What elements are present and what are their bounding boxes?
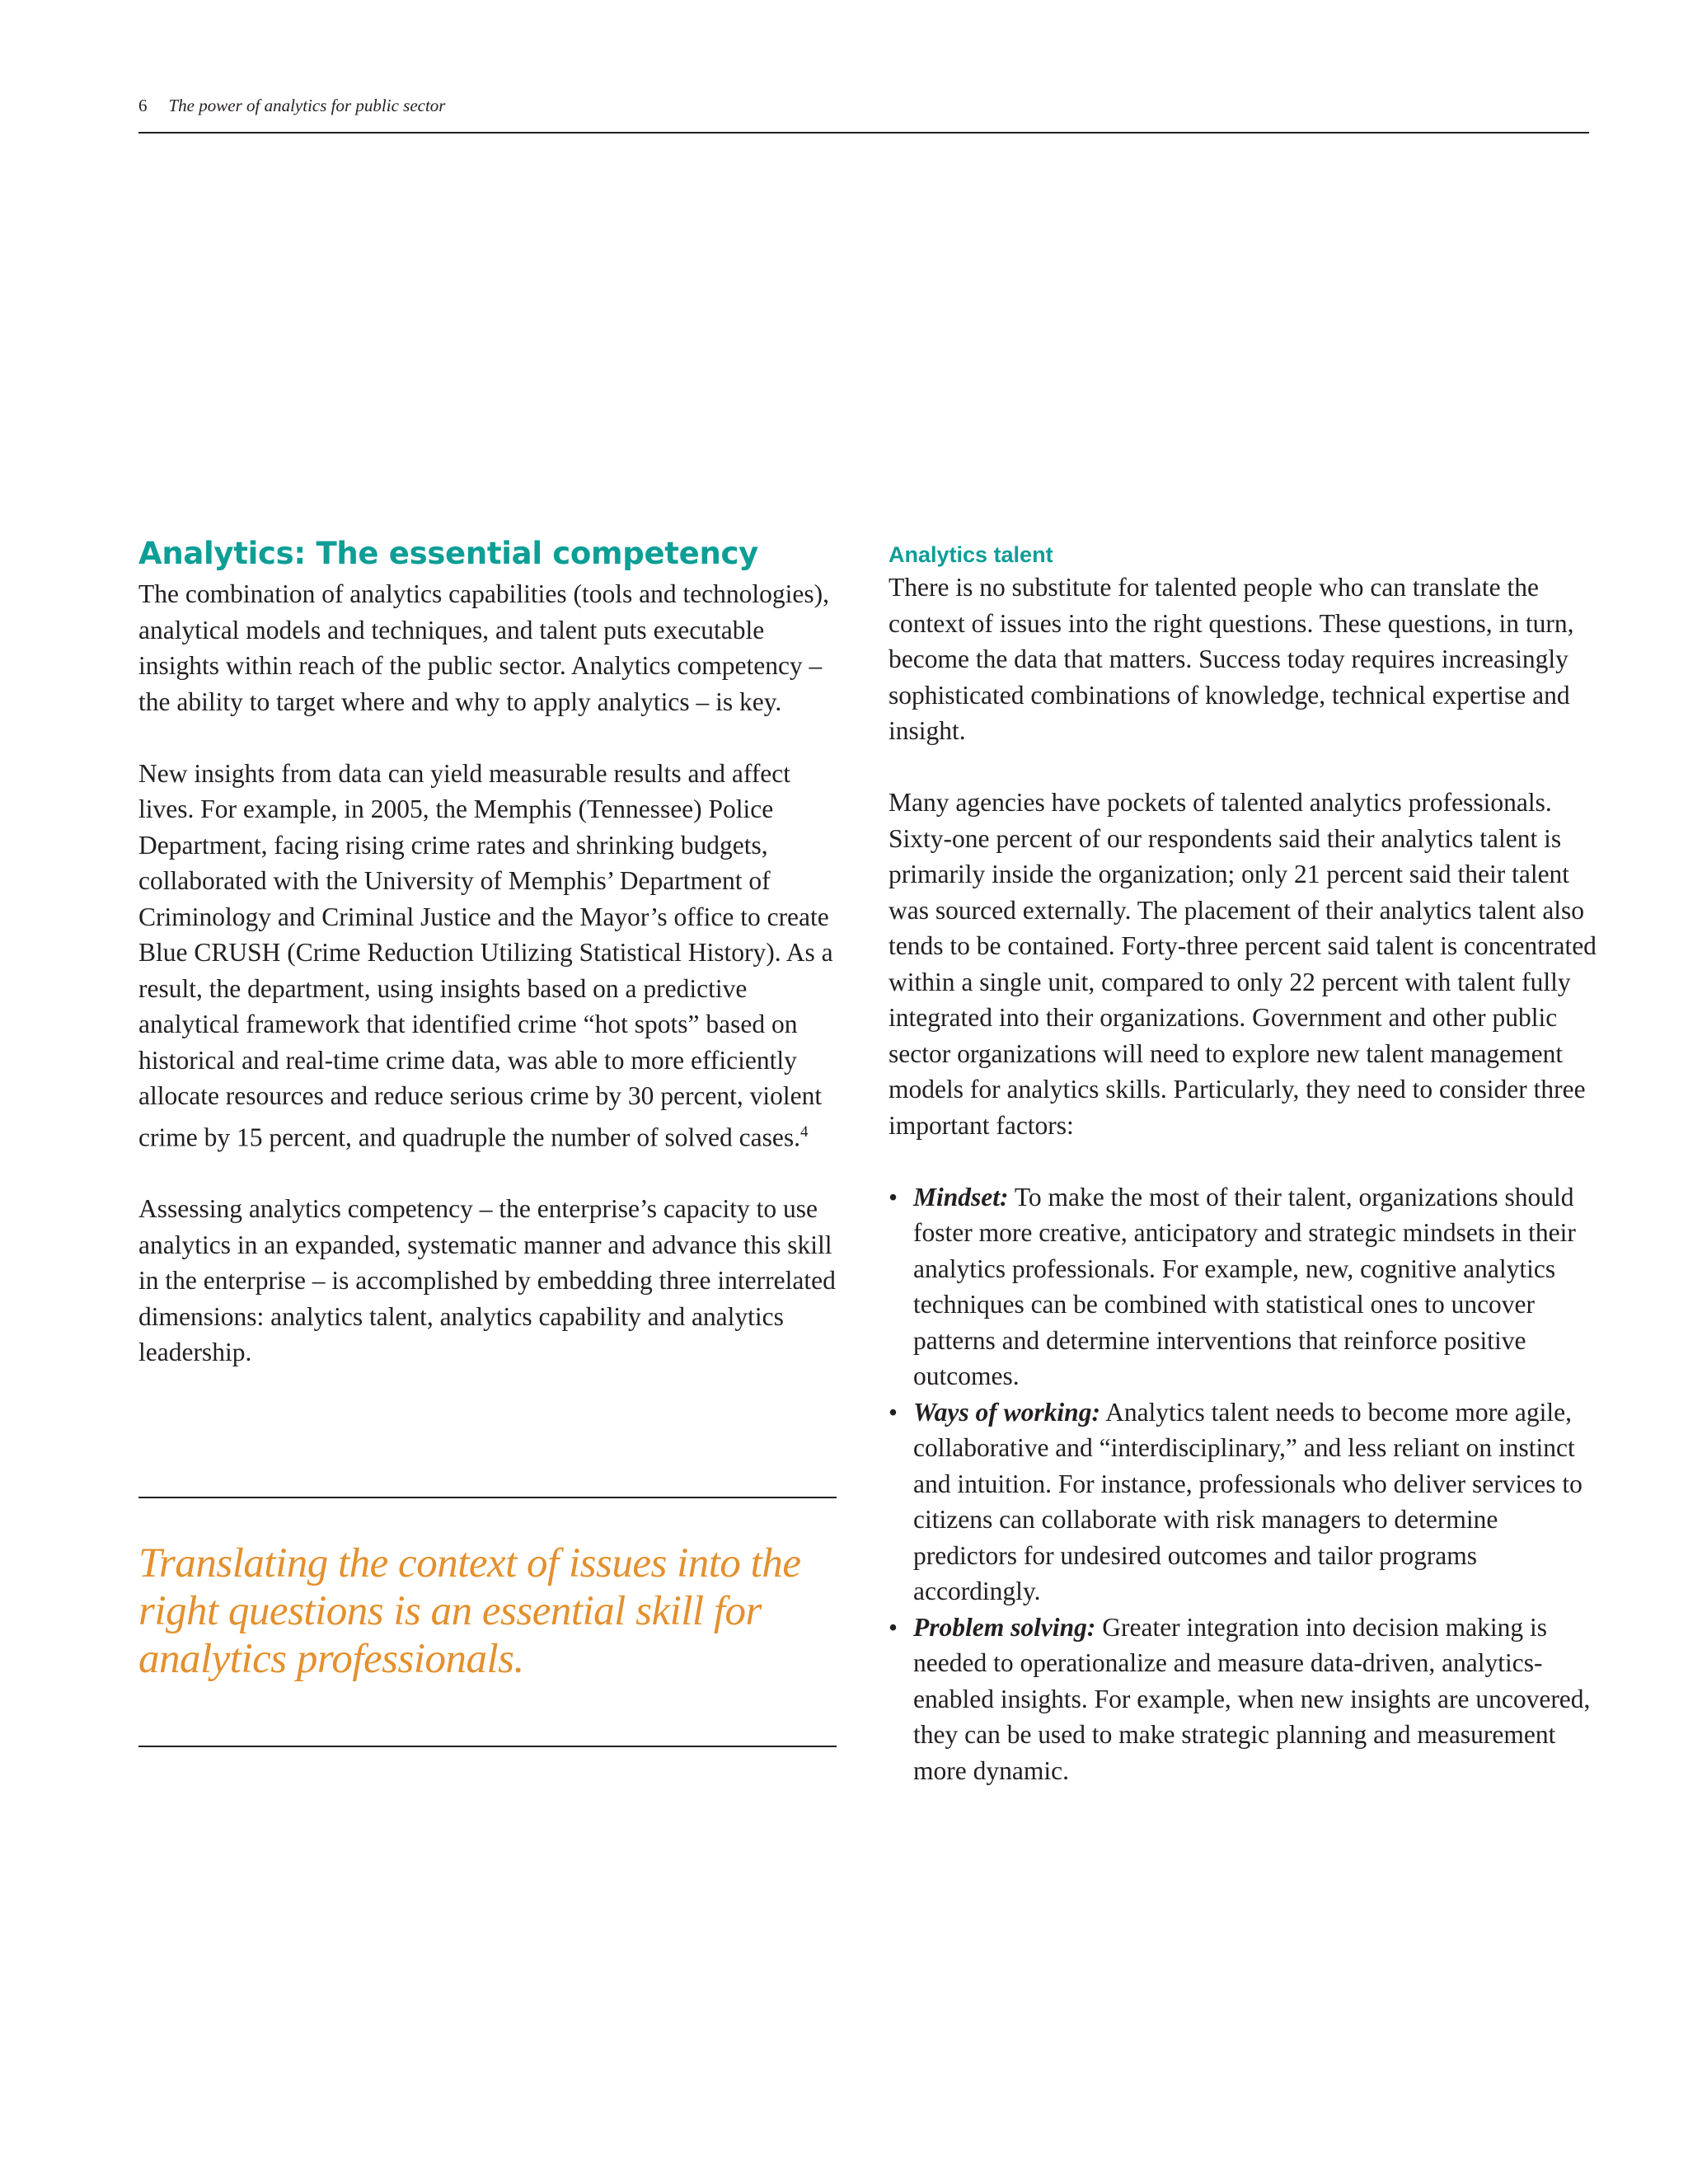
running-header <box>138 96 1589 134</box>
list-item <box>889 1179 1597 1394</box>
bullet-icon: • <box>889 1397 898 1427</box>
subsection-heading: Analytics talent <box>889 542 1053 567</box>
list-item <box>889 1394 1597 1610</box>
intro-paragraph: The combination of analytics capabilities (tools and technologies), analytical models and techniques, and talent puts executable insights within reach of the public sector. Analytics competency – the ability to target where and why to apply analytics – is key. <box>138 579 830 716</box>
bullet-icon: • <box>889 1612 898 1642</box>
factor-term: Problem solving: <box>913 1612 1096 1642</box>
factor-term: Ways of working: <box>913 1397 1100 1427</box>
left-column <box>138 536 839 1406</box>
list-item <box>889 1610 1597 1789</box>
talent-paragraph: There is no substitute for talented people who can translate the context of issues into the right questions. These questions, in turn, become the data that matters. Success today requires increasingly sophisticated combinations of knowledge, technical expertise and insight. <box>889 573 1574 745</box>
factors-list <box>889 1179 1597 1789</box>
pull-quote: Translating the context of issues into the right questions is an essential skill for analytics professionals. <box>138 1540 801 1682</box>
right-column <box>889 542 1597 1788</box>
agencies-paragraph: Many agencies have pockets of talented analytics professionals. Sixty-one percent of our respondents said their analytics talent is primarily inside the organization; only 21 percent said their talent was sourced externally. The placement of their analytics talent also tends to be contained. Forty-three percent said talent is concentrated within a single unit, compared to only 22 percent with talent fully integrated into their organizations. Government and other public sector organizations will need to explore new talent management models for analytics skills. Particularly, they need to consider three important factors: <box>889 788 1597 1140</box>
factor-text: To make the most of their talent, organizations should foster more creative, anticipatory and strategic mindsets in their analytics professionals. For example, new, cognitive analytics techniques can be combined with statistical ones to uncover patterns and determine interventions that reinforce positive outcomes. <box>913 1182 1576 1390</box>
factor-term: Mindset: <box>913 1182 1009 1212</box>
memphis-paragraph-text: New insights from data can yield measurable results and affect lives. For example, in 2005, the Memphis (Tennessee) Police Department, facing rising crime rates and shrinking budgets, collaborated with the University of Memphis’ Department of Criminology and Criminal Justice and the Mayor’s office to create Blue CRUSH (Crime Reduction Utilizing Statistical History). As a result, the department, using insights based on a predictive analytical framework that identified crime “hot spots” based on historical and real-time crime data, was able to more efficiently allocate resources and reduce serious crime by 30 percent, violent crime by 15 percent, and quadruple the number of solved cases. <box>138 758 833 1151</box>
footnote-ref: 4 <box>799 1122 809 1141</box>
section-heading: Analytics: The essential competency <box>138 536 758 571</box>
quote-rule-top <box>138 1497 837 1498</box>
bullet-icon: • <box>889 1182 898 1212</box>
factor-text: Analytics talent needs to become more agile, collaborative and “interdisciplinary,” and less reliant on instinct and intuition. For instance, professionals who deliver services to citizens can collaborate with risk managers to determine predictors for undesired outcomes and tailor programs accordingly. <box>913 1397 1582 1605</box>
quote-rule-bottom <box>138 1746 837 1747</box>
assessing-paragraph: Assessing analytics competency – the enterprise’s capacity to use analytics in an expanded, systematic manner and advance this skill in the enterprise – is accomplished by embedding three interrelated dimensions: analytics talent, analytics capability and analytics leadership. <box>138 1194 836 1366</box>
memphis-paragraph <box>138 756 839 1155</box>
factor-text: Greater integration into decision making is needed to operationalize and measure data-driven, analytics-enabled insights. For example, when new insights are uncovered, they can be used to make strategic planning and measurement more dynamic. <box>913 1612 1591 1785</box>
running-title: The power of analytics for public sector <box>168 96 446 115</box>
page-number: 6 <box>138 96 148 115</box>
